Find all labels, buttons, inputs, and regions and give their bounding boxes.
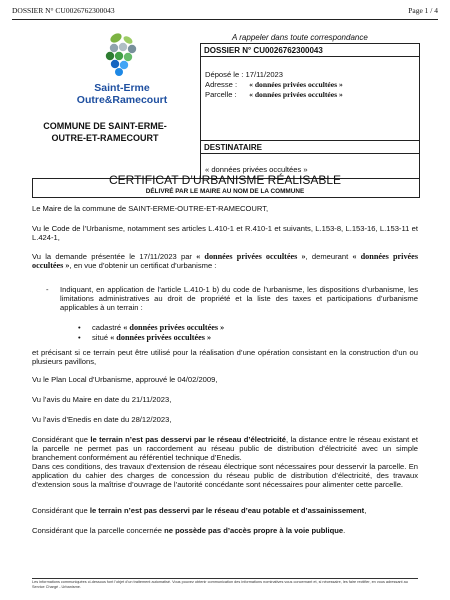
demande-text-1: Vu la demande présentée le 17/11/2023 par: [32, 252, 197, 261]
paragraph-plu: Vu le Plan Local d’Urbanisme, approuvé le 04/02/2009,: [32, 375, 218, 384]
commune-line2: OUTRE-ET-RAMECOURT: [51, 133, 159, 143]
situe-label: situé: [92, 333, 111, 342]
rappel-note: A rappeler dans toute correspondance: [232, 33, 368, 42]
eau-text-2: ,: [364, 506, 367, 515]
electricite-emphasis: le terrain n’est pas desservi par le réseau d’électricité: [90, 435, 286, 444]
adresse-value: « données privées occultées »: [249, 80, 343, 89]
page-header: [12, 6, 438, 18]
header-page-number: Page 1 / 4: [408, 6, 438, 15]
grape-cluster-icon: [106, 32, 136, 76]
paragraph-maire: Le Maire de la commune de SAINT-ERME-OUTRE-ET-RAMECOURT,: [32, 204, 269, 213]
paragraph-acces: [32, 526, 418, 535]
paragraph-avis-maire: Vu l’avis du Maire en date du 21/11/2023,: [32, 395, 172, 404]
situe-value: « données privées occultées »: [110, 333, 212, 342]
dossier-box: [200, 43, 420, 141]
destinataire-divider: [201, 153, 419, 154]
commune-line1: COMMUNE DE SAINT-ERME-: [43, 121, 167, 131]
paragraph-indiquant: Indiquant, en application de l’article L.410-1 b) du code de l’urbanisme, les dispositions d’urbanisme, les limitations administratives au droit de propriété et la liste des taxes et participations d’urbanisme applicables à un terrain :: [60, 285, 418, 313]
footer-divider: [32, 578, 418, 579]
cadastre-value: « données privées occultées »: [123, 323, 225, 332]
paragraph-operation: et précisant si ce terrain peut être utilisé pour la réalisation d’une opération consistant en la construction d’un ou plusieurs pavillons,: [32, 348, 418, 367]
destinataire-value: « données privées occultées »: [205, 165, 308, 174]
cadastre-label: cadastré: [92, 323, 124, 332]
demande-text-3: , en vue d’obtenir un certificat d’urbanisme :: [69, 261, 217, 271]
parcelle-value: « données privées occultées »: [249, 90, 343, 99]
certificat-subtitle: DÉLIVRÉ PAR LE MAIRE AU NOM DE LA COMMUNE: [145, 188, 305, 195]
eau-text-1: Considérant que: [32, 506, 90, 515]
parcelle-label: Parcelle :: [205, 90, 237, 99]
commune-logo-icon: [72, 30, 172, 108]
bullet-cadastre: [78, 323, 224, 332]
bullet-icon: •: [78, 333, 81, 342]
demande-demandeur: « données privées occultées »: [196, 252, 306, 261]
demande-text-2: , demeurant: [305, 252, 353, 261]
certificat-title: CERTIFICAT D’URBANISME RÉALISABLE: [108, 173, 342, 187]
dossier-box-divider: [201, 56, 419, 57]
footer-notice: Les informations communiquées ci-dessous font l’objet d’un traitement automatisé. Vous pouvez obtenir communication des informations nominatives vous concernant et, si nécessaire, les faire rectifier, en vous adressant au Service Chargé - Urbanisme.: [32, 580, 408, 589]
header-divider: [12, 19, 438, 20]
adresse-label: Adresse :: [205, 80, 238, 89]
eau-emphasis: le terrain n’est pas desservi par le réseau d’eau potable et d’assainissement: [89, 506, 365, 515]
acces-text-2: .: [343, 526, 346, 535]
paragraph-extension-reseau: Dans ces conditions, des travaux d’extension de réseau électrique sont nécessaires pour desservir la parcelle. En application du cahier des charges de concession du réseau public de distribution d’électricité, des travaux d’extension sous la maîtrise d’ouvrage de l’autorité concédante sont nécessaires pour alimenter cette parcelle.: [32, 462, 418, 490]
bullet-situe: [78, 333, 211, 342]
paragraph-demande: [32, 252, 418, 270]
depose-label: Déposé le :: [205, 70, 244, 79]
logo-line2: Outre&Ramecourt: [76, 94, 168, 106]
electricite-text-2: , la distance entre le réseau existant et la parcelle ne permet pas un raccordement au réseau public de distribution d’électricité avec un simple branchement conformément au référentiel technique d’Enedis.: [32, 435, 418, 463]
logo-line1: Saint-Erme: [94, 82, 150, 94]
bullet-icon: •: [78, 323, 81, 332]
paragraph-eau: [32, 506, 418, 515]
demande-domicile: « données privées occultées »: [32, 252, 419, 271]
dossier-box-title: DOSSIER N° CU0026762300043: [204, 46, 323, 55]
commune-name: [20, 120, 190, 144]
acces-text-1: Considérant que la parcelle concernée: [32, 526, 165, 535]
parcelle-field: [205, 90, 343, 99]
paragraph-avis-enedis: Vu l’avis d’Enedis en date du 28/12/2023,: [32, 415, 172, 424]
paragraph-code-urbanisme: Vu le Code de l’Urbanisme, notamment ses articles L.410-1 et R.410-1 et suivants, L.153-8, L.153-16, L.153-11 et L.424-1,: [32, 224, 418, 243]
paragraph-electricite: [32, 435, 418, 463]
header-dossier: DOSSIER N° CU0026762300043: [12, 6, 115, 15]
acces-emphasis: ne possède pas d’accès propre à la voie publique: [164, 526, 344, 535]
electricite-text-1: Considérant que: [32, 435, 91, 444]
depose-value: 17/11/2023: [245, 70, 283, 79]
depose-field: [205, 70, 283, 79]
dash-marker: -: [46, 285, 49, 294]
adresse-field: [205, 80, 343, 89]
destinataire-title: DESTINATAIRE: [204, 143, 262, 152]
